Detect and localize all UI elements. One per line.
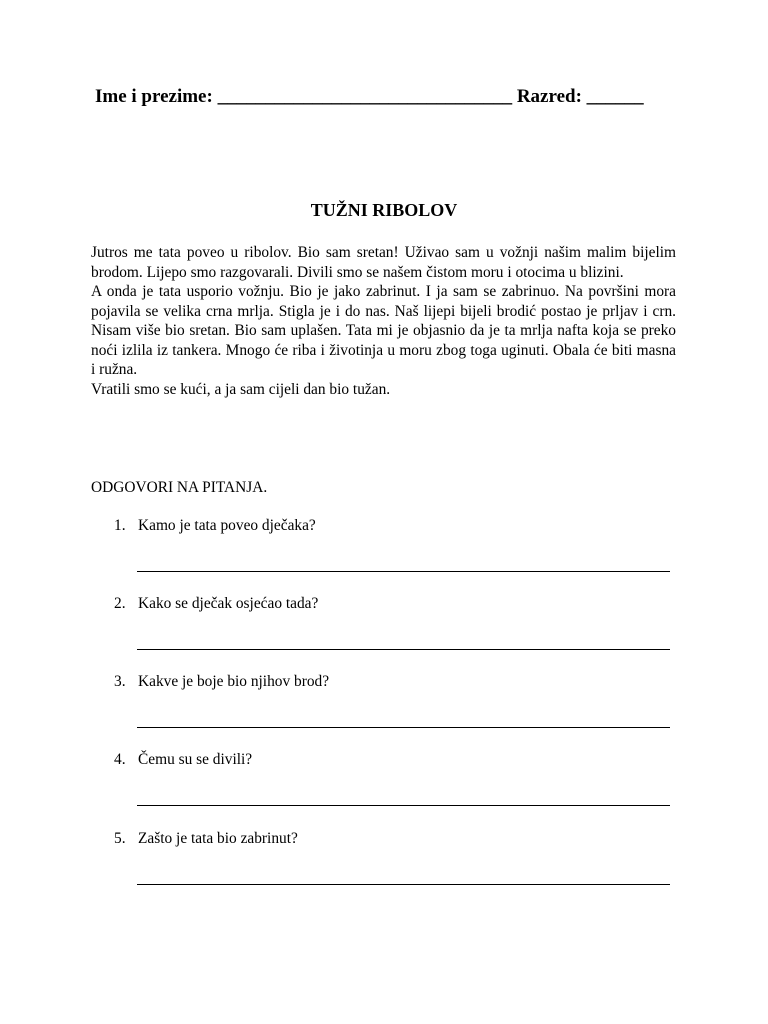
question-number: 4. (114, 751, 126, 768)
question-item (114, 517, 316, 535)
question-item (114, 673, 329, 691)
story-paragraph: A onda je tata usporio vožnju. Bio je jako zabrinut. I ja sam se zabrinuo. Na površini mora pojavila se velika crna mrlja. Stigla je i do nas. Naš lijepi bijeli brodić postao je prljav i crn. Nisam više bio sretan. Bio sam uplašen. Tata mi je objasnio da je ta mrlja nafta koja se preko noći izlila iz tankera. Mnogo će riba i životinja u moru zbog toga uginuti. Obala će biti masna i ružna. (91, 283, 676, 378)
answer-line[interactable] (137, 649, 670, 650)
question-text: Zašto je tata bio zabrinut? (138, 830, 298, 847)
header-line (95, 86, 695, 108)
question-number: 5. (114, 830, 126, 847)
story-paragraph: Vratili smo se kući, a ja sam cijeli dan bio tužan. (91, 380, 391, 398)
instructions-heading: ODGOVORI NA PITANJA. (91, 479, 268, 496)
question-text: Kakve je boje bio njihov brod? (138, 673, 330, 690)
question-number: 2. (114, 595, 126, 612)
question-item (114, 830, 298, 848)
question-text: Čemu su se divili? (138, 751, 253, 768)
question-number: 1. (114, 517, 126, 534)
name-label: Ime i prezime: (95, 86, 213, 107)
answer-line[interactable] (137, 727, 670, 728)
story-text (91, 243, 676, 399)
story-paragraph: Jutros me tata poveo u ribolov. Bio sam sretan! Uživao sam u vožnji našim malim bijelim brodom. Lijepo smo razgovarali. Divili smo se našem čistom moru i otocima u blizini. (91, 244, 676, 281)
answer-line[interactable] (137, 884, 670, 885)
question-text: Kako se dječak osjećao tada? (138, 595, 319, 612)
answer-line[interactable] (137, 805, 670, 806)
class-label: Razred: (516, 86, 582, 107)
question-item (114, 751, 252, 769)
answer-line[interactable] (137, 571, 670, 572)
question-item (114, 595, 318, 613)
question-text: Kamo je tata poveo dječaka? (138, 517, 316, 534)
worksheet-title: TUŽNI RIBOLOV (310, 200, 458, 220)
class-blank: ______ (586, 86, 644, 107)
question-number: 3. (114, 673, 126, 690)
name-blank: _______________________________ (217, 86, 513, 107)
